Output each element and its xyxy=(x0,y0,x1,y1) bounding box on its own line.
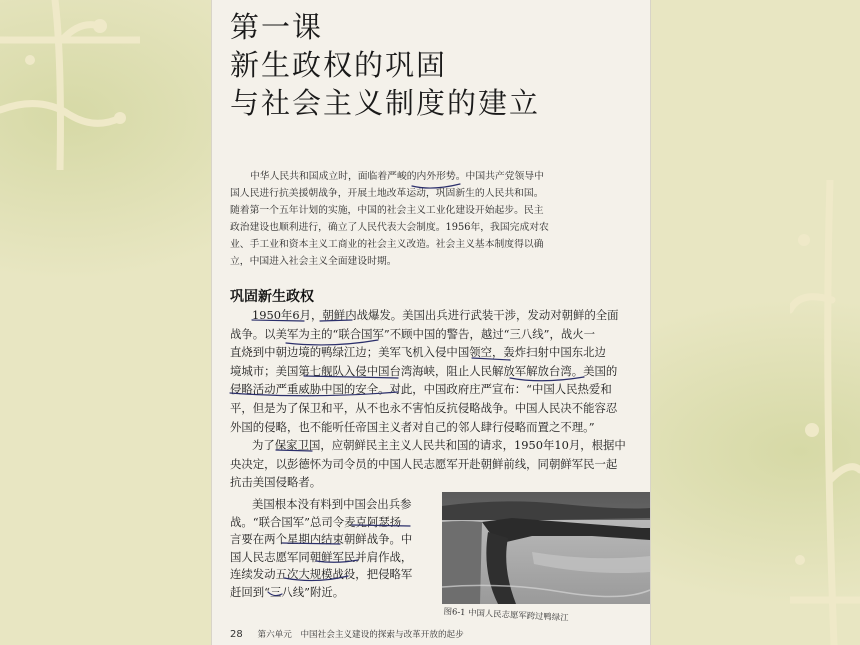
page-number: 28 xyxy=(230,629,243,640)
paragraph-line: 战。“联合国军”总司令麦克阿瑟扬 xyxy=(230,514,402,529)
river-crossing-photo xyxy=(442,492,650,604)
paragraph-line: 平，但是为了保卫和平，从不也永不害怕反抗侵略战争。中国人民决不能容忍 xyxy=(230,400,618,415)
paragraph-line: 央决定，以彭德怀为司令员的中国人民志愿军开赴朝鲜前线，同朝鲜军民一起 xyxy=(230,456,618,471)
intro-line: 共和国。随着第一个五年计划的实施，中国的社会主义工业化建设开 xyxy=(230,188,544,216)
section-paragraph-1 xyxy=(230,306,650,492)
paragraph-line: 美国根本没有料到中国会出兵参 xyxy=(252,497,412,511)
paragraph-line: 抗击美国侵略者。 xyxy=(230,475,322,490)
running-head: 第六单元 中国社会主义建设的探索与改革开放的起步 xyxy=(257,630,464,640)
paragraph-line: 国人民志愿军同朝鲜军民并肩作战， xyxy=(230,549,413,564)
lesson-title-line-2: 与社会主义制度的建立 xyxy=(230,86,541,120)
paragraph-line: 战争。以美军为主的“联合国军”不顾中国的警告，越过“三八线”，战火一 xyxy=(230,326,596,341)
section-heading: 巩固新生政权 xyxy=(230,289,314,305)
intro-line: 年，我国完成对农业、手工业和资本主义工商业的社会主义改造。社 xyxy=(230,222,549,250)
paragraph-line: 连续发动五次大规模战役，把侵略军 xyxy=(230,567,413,582)
paragraph-line: 侵略活动严重威胁中国的安全。对此，中国政府庄严宣布：“中国人民热爱和 xyxy=(230,382,612,397)
paragraph-line: 外国的侵略，也不能听任帝国主义者对自己的邻人肆行侵略而置之不理。” xyxy=(230,419,595,434)
paragraph-line: 赶回到“三八线”附近。 xyxy=(230,584,345,599)
intro-line: 会主义基本制度得以确立，中国进入社会主义全面建设时期。 xyxy=(230,239,544,267)
lesson-number: 第一课 xyxy=(230,10,324,44)
lesson-title xyxy=(230,8,540,122)
paragraph-line: 境城市；美国第七舰队入侵中国台湾海峡，阻止人民解放军解放台湾。美国的 xyxy=(230,363,618,378)
paragraph-line: 1950年6月，朝鲜内战爆发。美国出兵进行武装干涉，发动对朝鲜的全面 xyxy=(252,308,619,322)
vine-ornament-top-left xyxy=(0,0,140,170)
vine-ornament-right xyxy=(790,180,860,645)
intro-line: 中华人民共和国成立时，面临着严峻的内外形势。中国共产党领 xyxy=(250,171,525,182)
intro-line: 导中国人民进行抗美援朝战争，开展土地改革运动，巩固新生的人民 xyxy=(230,171,544,199)
figure-photo xyxy=(442,492,650,604)
intro-line: 始起步。民主政治建设也顺利进行，确立了人民代表大会制度。1956 xyxy=(230,205,544,233)
paragraph-line: 直烧到中朝边境的鸭绿江边；美军飞机入侵中国领空，轰炸扫射中国东北边 xyxy=(230,345,606,360)
figure-caption: 图6-1 中国人民志愿军跨过鸭绿江 xyxy=(443,605,569,623)
textbook-page xyxy=(212,0,650,645)
section-paragraph-2 xyxy=(230,496,442,602)
paragraph-line: 言要在两个星期内结束朝鲜战争。中 xyxy=(230,532,413,547)
paragraph-line: 为了保家卫国，应朝鲜民主主义人民共和国的请求，1950年10月，根据中 xyxy=(252,438,626,453)
page-footer xyxy=(230,628,464,640)
lesson-introduction xyxy=(230,168,552,270)
lesson-title-line-1: 新生政权的巩固 xyxy=(230,48,448,82)
